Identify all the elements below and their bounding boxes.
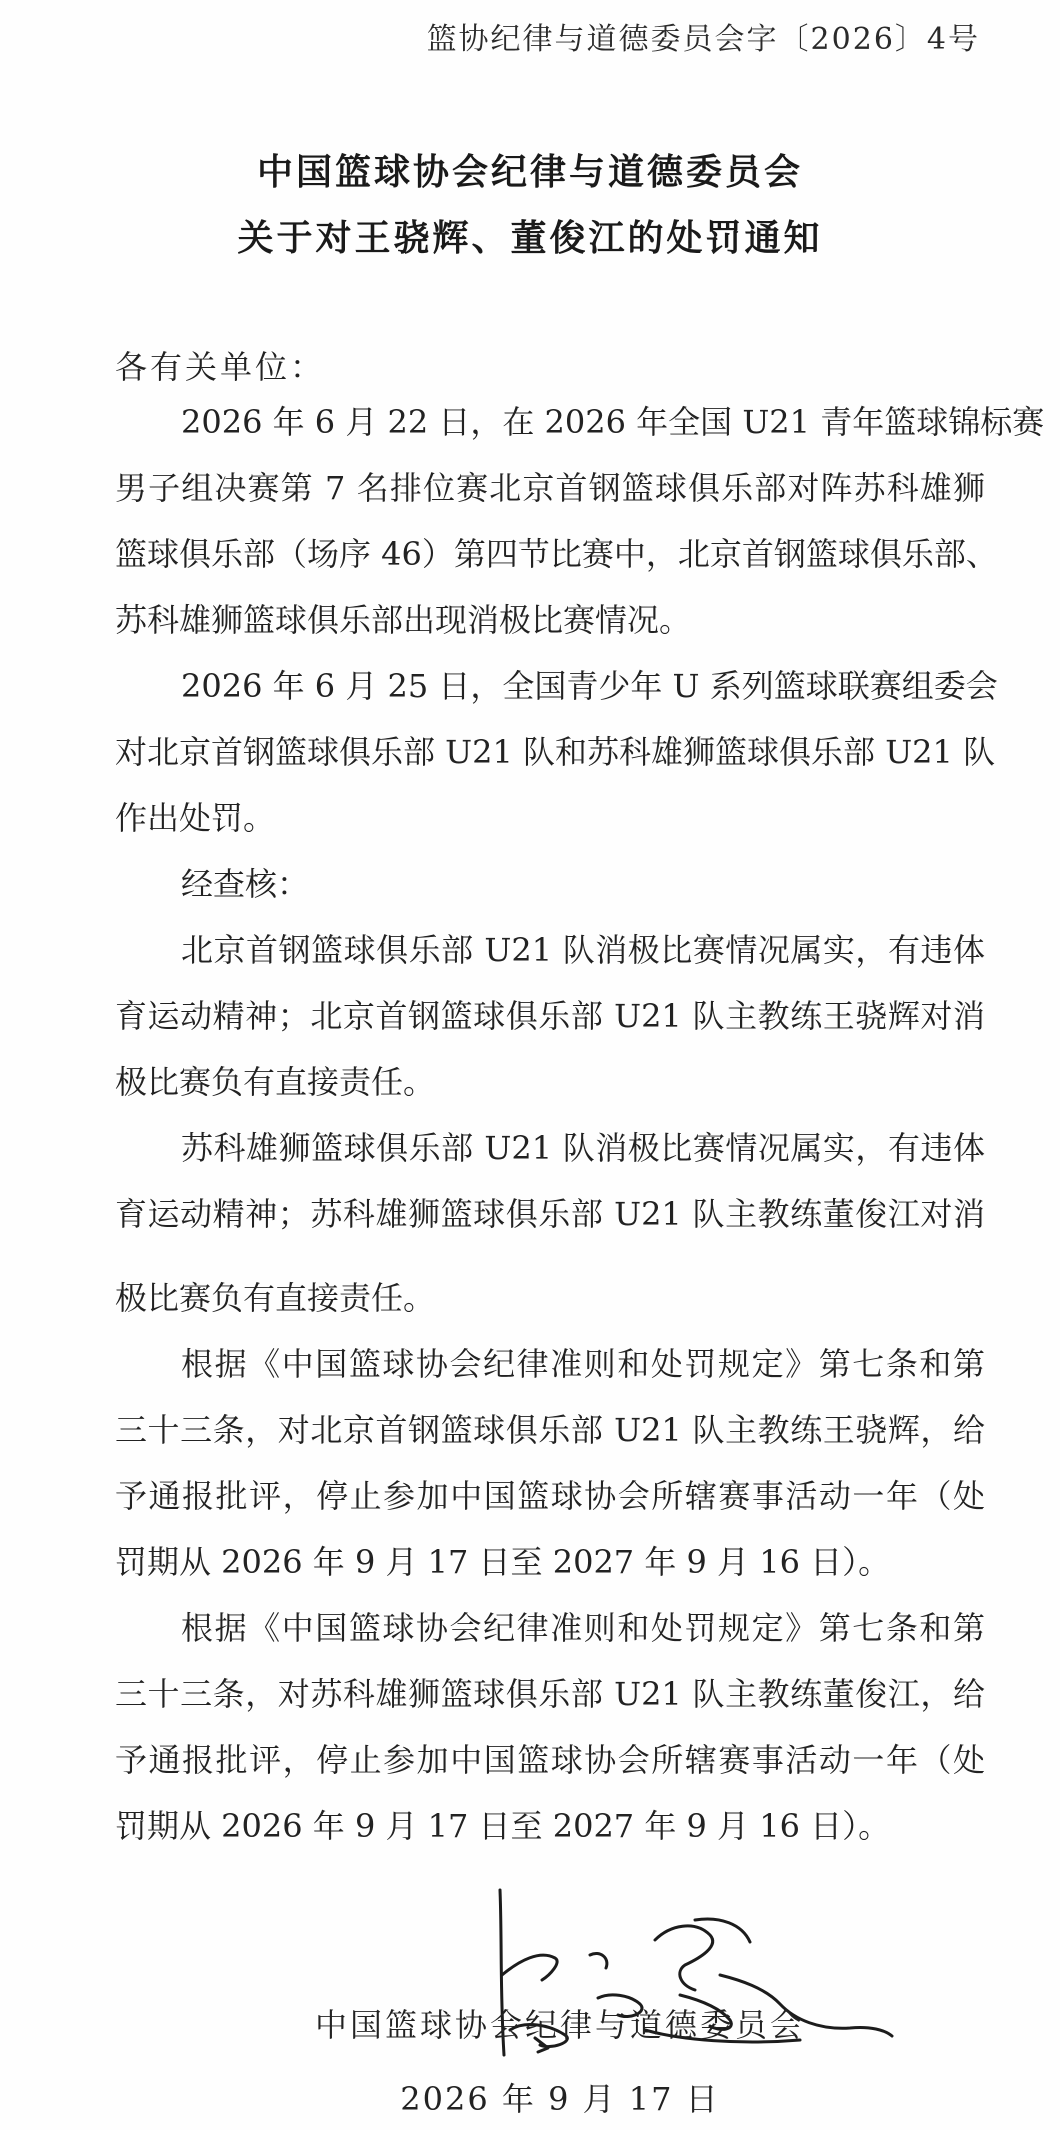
- paragraph-line: 根据《中国篮球协会纪律准则和处罚规定》第七条和第: [181, 1609, 985, 1647]
- paragraph-line: 育运动精神；苏科雄狮篮球俱乐部 U21 队主教练董俊江对消: [115, 1195, 985, 1233]
- paragraph-line: 三十三条，对苏科雄狮篮球俱乐部 U21 队主教练董俊江，给: [115, 1675, 985, 1713]
- paragraph-line: 极比赛负有直接责任。: [115, 1063, 436, 1101]
- paragraph-line: 篮球俱乐部（场序 46）第四节比赛中，北京首钢篮球俱乐部、: [115, 535, 998, 573]
- salutation: 各有关单位：: [115, 348, 326, 386]
- paragraph-line: 罚期从 2026 年 9 月 17 日至 2027 年 9 月 16 日）。: [115, 1543, 891, 1581]
- document-number: 篮协纪律与道德委员会字〔2026〕4号: [426, 22, 980, 57]
- paragraph-line: 北京首钢篮球俱乐部 U21 队消极比赛情况属实，有违体: [181, 931, 985, 969]
- paragraph-line: 2026 年 6 月 25 日，全国青少年 U 系列篮球联赛组委会: [181, 667, 998, 705]
- paragraph-line: 作出处罚。: [115, 799, 276, 837]
- paragraph-line: 男子组决赛第 7 名排位赛北京首钢篮球俱乐部对阵苏科雄狮: [115, 469, 985, 507]
- paragraph-penalty-dong: [115, 1606, 985, 1870]
- paragraph-line: 罚期从 2026 年 9 月 17 日至 2027 年 9 月 16 日）。: [115, 1807, 891, 1845]
- paragraph-line: 对北京首钢篮球俱乐部 U21 队和苏科雄狮篮球俱乐部 U21 队: [115, 733, 996, 771]
- paragraph-line: 苏科雄狮篮球俱乐部出现消极比赛情况。: [115, 601, 692, 639]
- paragraph-line: 2026 年 6 月 22 日，在 2026 年全国 U21 青年篮球锦标赛: [181, 403, 1045, 441]
- paragraph-line: 经查核：: [181, 865, 310, 903]
- paragraph-line: 予通报批评，停止参加中国篮球协会所辖赛事活动一年（处: [115, 1741, 985, 1779]
- paragraph-penalty-wang: [115, 1342, 985, 1606]
- paragraph-investigation: [115, 862, 985, 928]
- paragraph-line: 三十三条，对北京首钢篮球俱乐部 U21 队主教练王骁辉，给: [115, 1411, 985, 1449]
- paragraph-league-penalty: [115, 664, 998, 862]
- paragraph-line: 育运动精神；北京首钢篮球俱乐部 U21 队主教练王骁辉对消: [115, 997, 985, 1035]
- paragraph-line: 根据《中国篮球协会纪律准则和处罚规定》第七条和第: [181, 1345, 985, 1383]
- paragraph-finding-beijing: [115, 928, 985, 1126]
- handwritten-signature: [480, 1880, 900, 2080]
- issuer-name: 中国篮球协会纪律与道德委员会: [314, 2006, 805, 2044]
- paragraph-incident: [115, 400, 1045, 664]
- title-line-1: 中国篮球协会纪律与道德委员会: [256, 152, 803, 193]
- paragraph-line: 苏科雄狮篮球俱乐部 U21 队消极比赛情况属实，有违体: [181, 1129, 985, 1167]
- paragraph-line: 极比赛负有直接责任。: [115, 1279, 436, 1317]
- paragraph-line: 予通报批评，停止参加中国篮球协会所辖赛事活动一年（处: [115, 1477, 985, 1515]
- title-line-2: 关于对王骁辉、董俊江的处罚通知: [237, 218, 823, 259]
- issue-date: 2026 年 9 月 17 日: [400, 2080, 720, 2118]
- paragraph-finding-suke: [115, 1126, 985, 1342]
